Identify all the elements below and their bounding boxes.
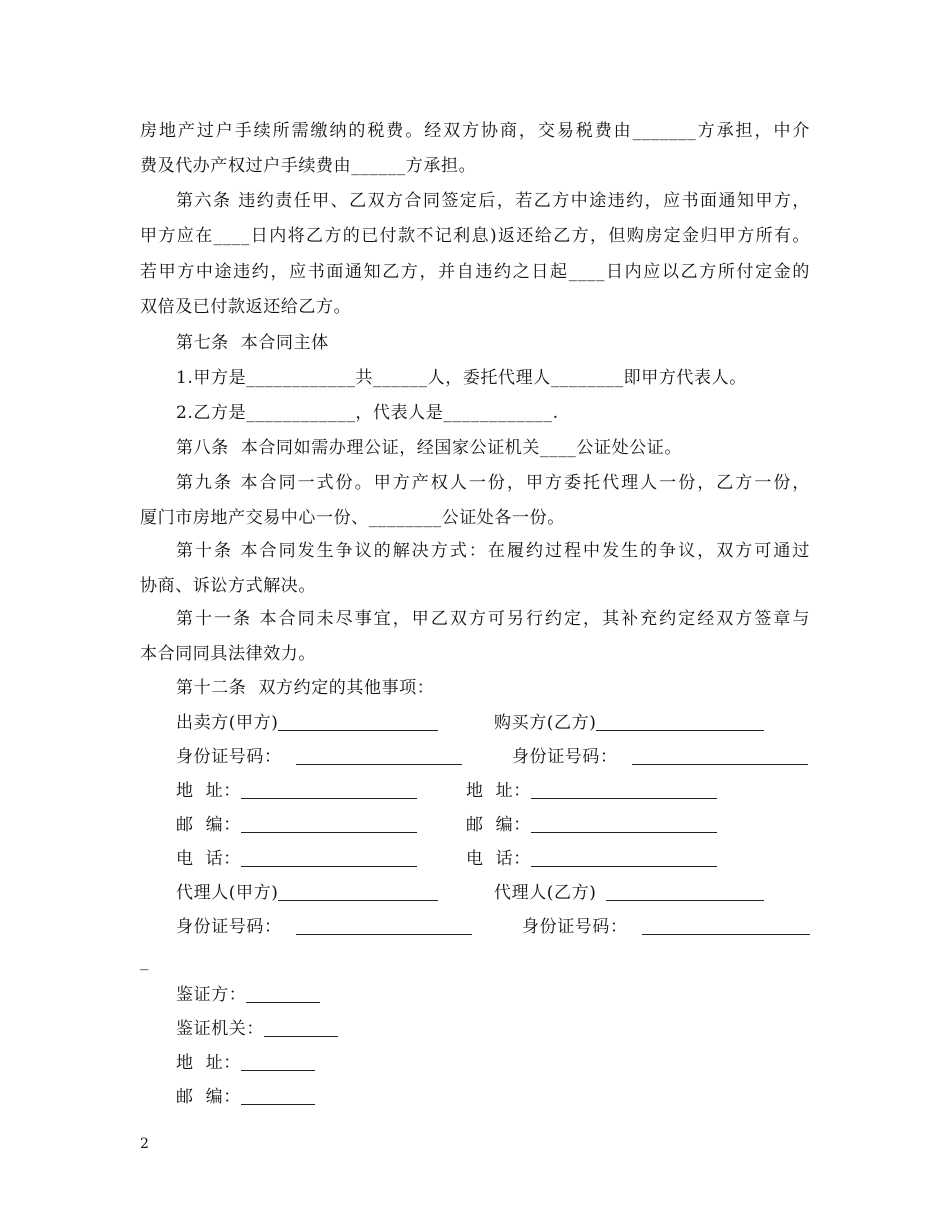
text-line: 2.乙方是____________，代表人是____________. — [176, 403, 559, 423]
seller-phone-field — [176, 848, 417, 870]
text-line: 第六条 违约责任甲、乙双方合同签定后，若乙方中途违约，应书面通知甲方， — [176, 191, 810, 211]
article-heading: 第七条 本合同主体 — [176, 333, 329, 353]
seller-agent-label: 代理人(甲方) — [176, 883, 279, 903]
notary-org-field — [176, 1018, 338, 1040]
seller-phone-label: 电 话： — [176, 849, 241, 869]
seller-address-label: 地 址： — [176, 781, 241, 801]
buyer-zip-field — [466, 814, 717, 836]
buyer-id-field — [512, 746, 808, 768]
notary-org-blank — [264, 1018, 338, 1037]
article-heading: 第十二条 双方约定的其他事项： — [176, 678, 435, 698]
buyer-phone-label: 电 话： — [466, 849, 531, 869]
buyer-agent-id-blank — [642, 916, 810, 935]
buyer-agent-id-label: 身份证号码： — [522, 917, 628, 937]
text-line: 若甲方中途违约，应书面通知乙方，并自违约之日起____日内应以乙方所付定金的 — [140, 262, 810, 282]
notary-org-label: 鉴证机关： — [176, 1019, 264, 1039]
buyer-label: 购买方(乙方) — [494, 713, 597, 733]
text-line: 双倍及已付款返还给乙方。 — [140, 297, 352, 317]
seller-id-label: 身份证号码： — [176, 747, 282, 767]
buyer-address-field — [466, 780, 717, 802]
notary-blank — [246, 984, 320, 1003]
notary-field — [176, 984, 320, 1006]
text-line: 第十一条 本合同未尽事宜，甲乙双方可另行约定，其补充约定经双方签章与 — [176, 609, 810, 629]
seller-field — [176, 712, 438, 734]
buyer-blank — [596, 712, 764, 731]
notary-address-field — [176, 1052, 315, 1074]
buyer-agent-blank — [606, 882, 764, 901]
notary-address-blank — [241, 1052, 315, 1071]
seller-agent-blank — [278, 882, 438, 901]
seller-id-field — [176, 746, 462, 768]
seller-agent-field — [176, 882, 438, 904]
notary-zip-field — [176, 1086, 315, 1108]
buyer-agent-id-field — [522, 916, 810, 938]
text-line: 第八条 本合同如需办理公证，经国家公证机关____公证处公证。 — [176, 438, 683, 458]
seller-address-field — [176, 780, 417, 802]
buyer-id-blank — [632, 746, 808, 765]
text-line: 房地产过户手续所需缴纳的税费。经双方协商，交易税费由_______方承担，中介 — [140, 121, 810, 141]
separator-mark: _ — [140, 951, 150, 971]
text-line: 协商、诉讼方式解决。 — [140, 576, 316, 596]
buyer-zip-blank — [531, 814, 717, 833]
seller-blank — [278, 712, 438, 731]
seller-agent-id-blank — [296, 916, 472, 935]
page-number: 2 — [140, 1136, 149, 1152]
buyer-field — [494, 712, 764, 734]
seller-label: 出卖方(甲方) — [176, 713, 279, 733]
seller-agent-id-field — [176, 916, 472, 938]
notary-zip-label: 邮 编： — [176, 1087, 241, 1107]
seller-id-blank — [296, 746, 462, 765]
text-line: 第十条 本合同发生争议的解决方式：在履约过程中发生的争议，双方可通过 — [176, 541, 810, 561]
text-line: 1.甲方是____________共______人，委托代理人________即甲方代表人。 — [176, 368, 747, 388]
text-line: 甲方应在____日内将乙方的已付款不记利息)返还给乙方，但购房定金归甲方所有。 — [140, 226, 810, 246]
notary-address-label: 地 址： — [176, 1053, 241, 1073]
text-line: 第九条 本合同一式份。甲方产权人一份，甲方委托代理人一份，乙方一份， — [176, 473, 810, 493]
buyer-phone-blank — [531, 848, 717, 867]
seller-zip-field — [176, 814, 417, 836]
buyer-address-label: 地 址： — [466, 781, 531, 801]
seller-address-blank — [241, 780, 417, 799]
seller-phone-blank — [241, 848, 417, 867]
text-line: 本合同同具法律效力。 — [140, 644, 316, 664]
buyer-zip-label: 邮 编： — [466, 815, 531, 835]
notary-zip-blank — [241, 1086, 315, 1105]
text-line: 厦门市房地产交易中心一份、________公证处各一份。 — [140, 508, 565, 528]
buyer-id-label: 身份证号码： — [512, 747, 618, 767]
seller-zip-blank — [241, 814, 417, 833]
buyer-phone-field — [466, 848, 717, 870]
notary-label: 鉴证方： — [176, 985, 247, 1005]
seller-agent-id-label: 身份证号码： — [176, 917, 282, 937]
text-line: 费及代办产权过户手续费由______方承担。 — [140, 156, 477, 176]
buyer-address-blank — [531, 780, 717, 799]
buyer-agent-field — [494, 882, 764, 904]
buyer-agent-label: 代理人(乙方) — [494, 883, 597, 903]
seller-zip-label: 邮 编： — [176, 815, 241, 835]
